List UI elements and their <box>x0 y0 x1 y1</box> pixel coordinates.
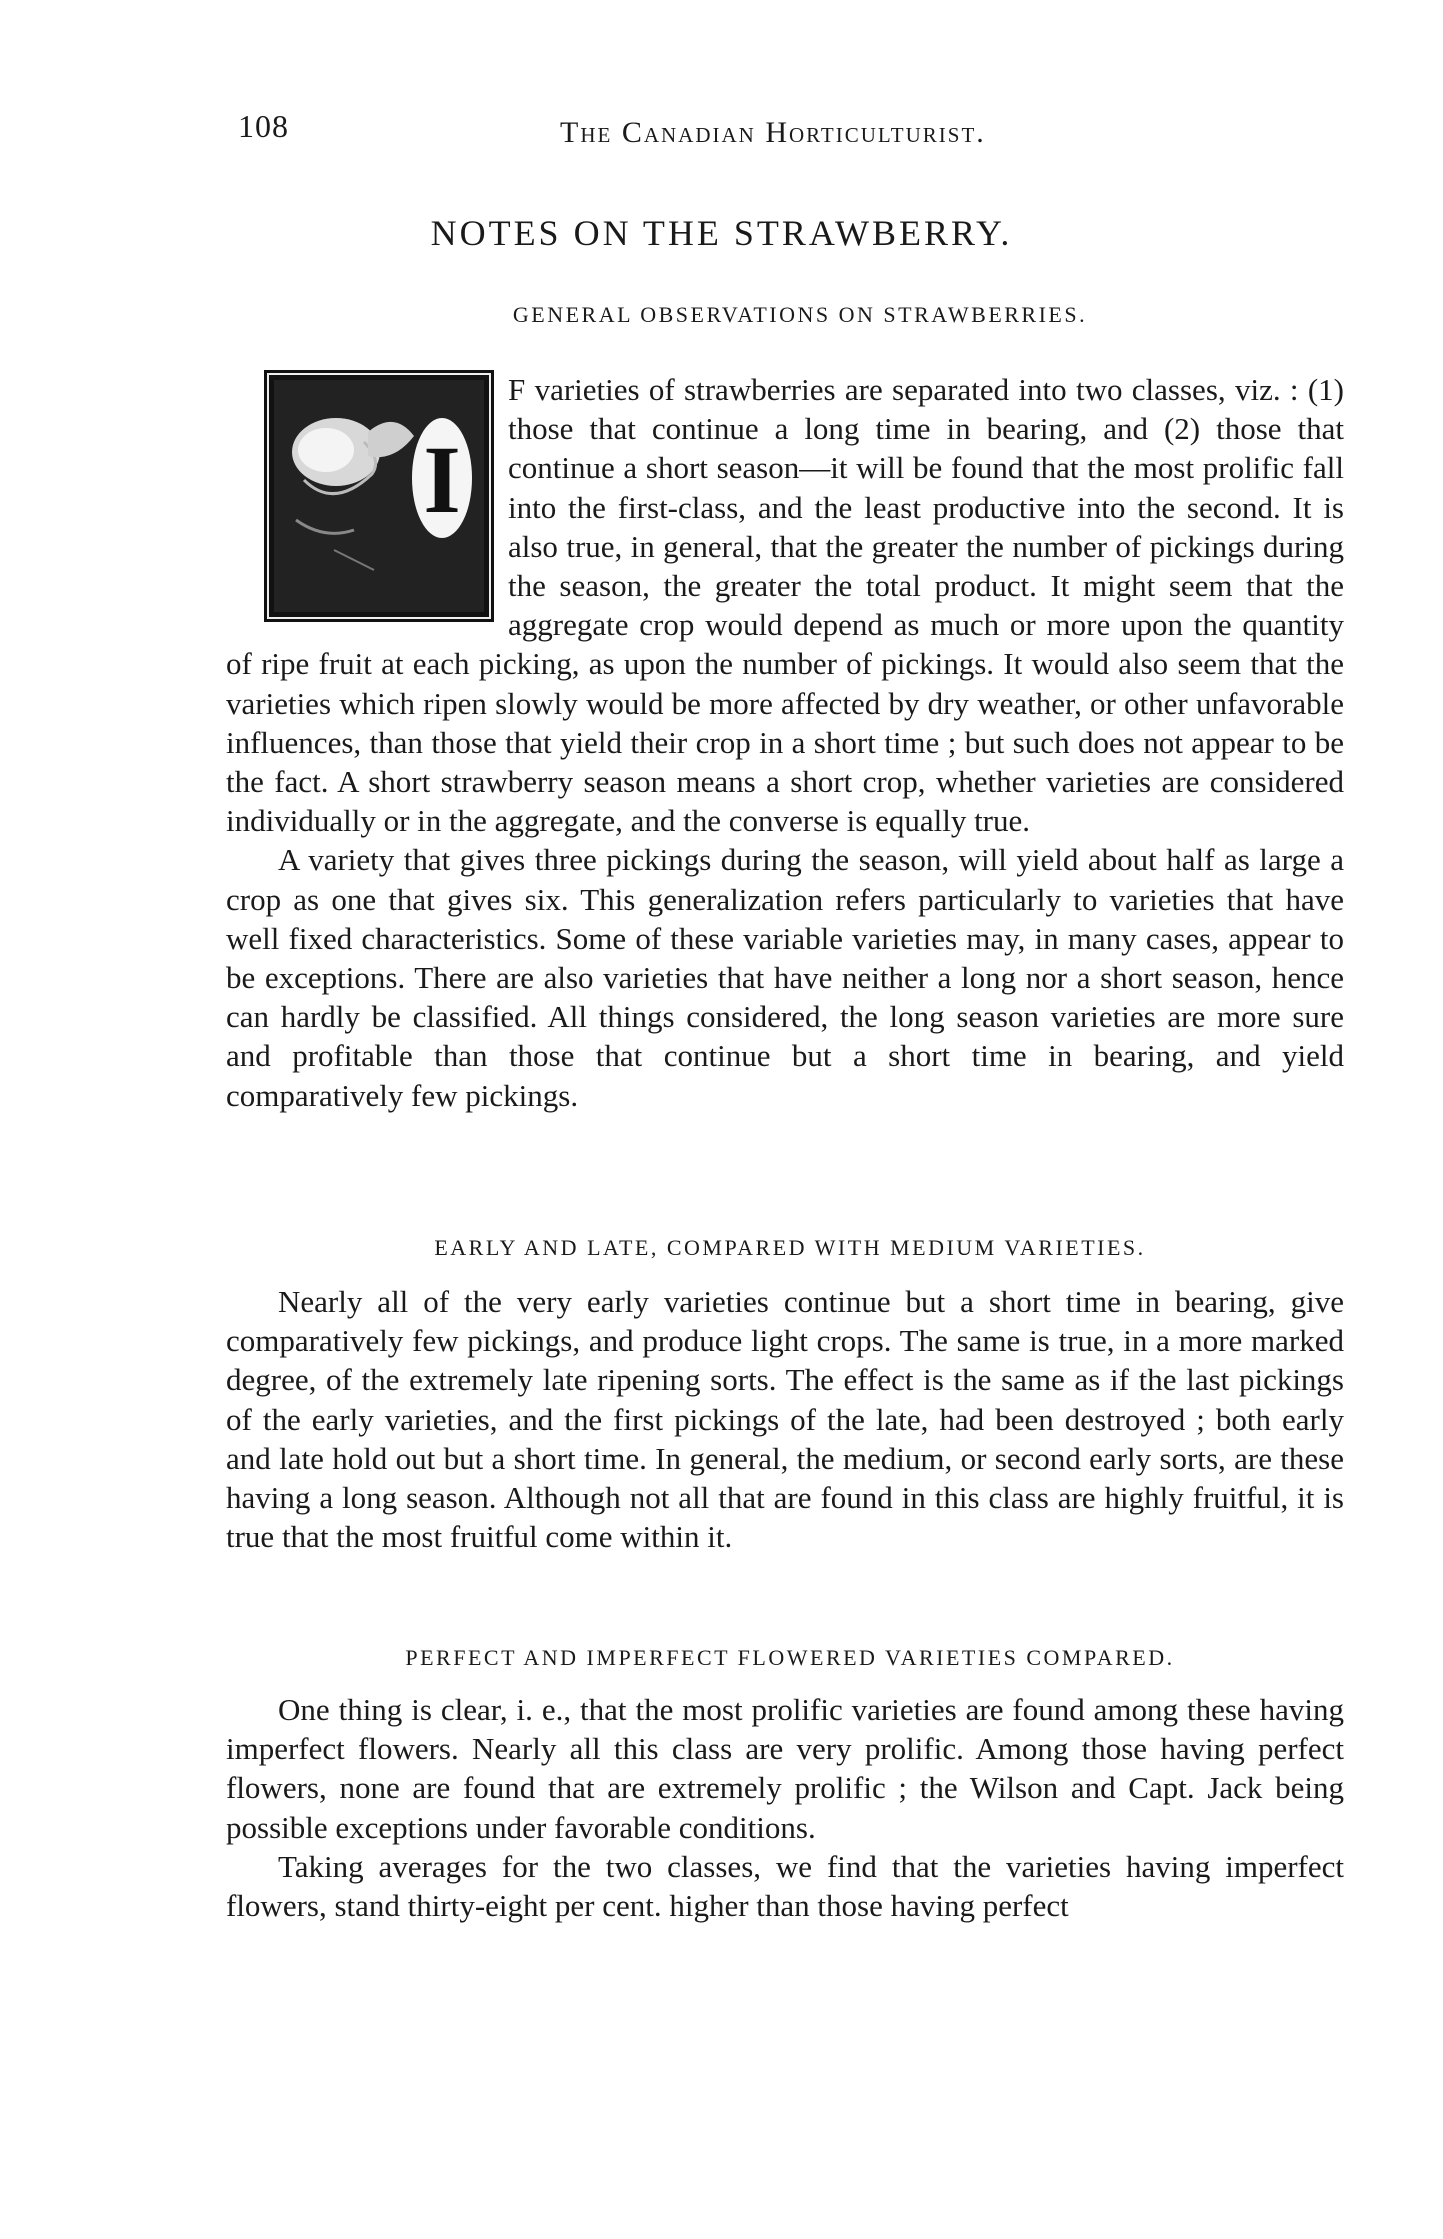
section-heading-early-late: EARLY AND LATE, COMPARED WITH MEDIUM VARIETIES. <box>434 1235 1146 1260</box>
page-number: 108 <box>238 108 289 144</box>
paragraph: F varieties of strawberries are separated into two classes, viz. : (1) those that continue a long time in bearing, and (2) those that continue a short season—it will be found that the most prolific fall into the first-class, and the least productive into the second. It is also true, in general, that the greater the number of pickings during the season, the greater the total product. It might seem that the aggregate crop would depend as much or more upon the quantity of ripe fruit at each picking, as upon the number of pickings. It would also seem that the varieties which ripen slowly would be more affected by dry weather, or other unfavorable influences, than those that yield their crop in a short time ; but such does not appear to be the fact. A short strawberry season means a short crop, whether varieties are considered individually or in the aggregate, and the converse is equally true. <box>226 372 1344 839</box>
drop-cap-illustration <box>264 370 494 622</box>
paragraph: One thing is clear, i. e., that the most prolific varieties are found among these having imperfect flowers. Nearly all this class are very prolific. Among those having perfect flowers, none are found that are extremely prolific ; the Wilson and Capt. Jack being possible exceptions under favorable conditions. <box>226 1692 1344 1845</box>
article-title: NOTES ON THE STRAWBERRY. <box>430 213 1013 253</box>
paragraph: A variety that gives three pickings during the season, will yield about half as large a crop as one that gives six. This generalization refers particularly to varieties that have well fixed characteristics. Some of these variable varieties may, in many cases, appear to be exceptions. There are also varieties that have neither a long nor a short season, hence can hardly be classified. All things considered, the long season varieties are more sure and profitable than those that continue but a short time in bearing, and yield comparatively few pickings. <box>226 842 1344 1113</box>
running-title: The Canadian Horticulturist. <box>560 116 986 149</box>
section-body-perfect-imperfect <box>226 1690 1344 1925</box>
section-body-general <box>226 370 1344 1115</box>
paragraph: Nearly all of the very early varieties continue but a short time in bearing, give comparatively few pickings, and produce light crops. The same is true, in a more marked degree, of the extremely late ripening sorts. The effect is the same as if the last pickings of the early varieties, and the first pickings of the late, had been destroyed ; both early and late hold out but a short time. In general, the medium, or second early sorts, are these having a long season. Although not all that are found in this class are highly fruitful, it is true that the most fruitful come within it. <box>226 1284 1344 1555</box>
paragraph: Taking averages for the two classes, we find that the varieties having imperfect flowers, stand thirty-eight per cent. higher than those having perfect <box>226 1848 1344 1924</box>
strawberry-blossom-icon <box>264 370 494 622</box>
section-heading-general: GENERAL OBSERVATIONS ON STRAWBERRIES. <box>512 302 1088 327</box>
section-heading-perfect-imperfect: PERFECT AND IMPERFECT FLOWERED VARIETIES COMPARED. <box>405 1645 1175 1670</box>
drop-cap-letter: I <box>423 426 461 533</box>
section-body-early-late <box>226 1282 1344 1556</box>
